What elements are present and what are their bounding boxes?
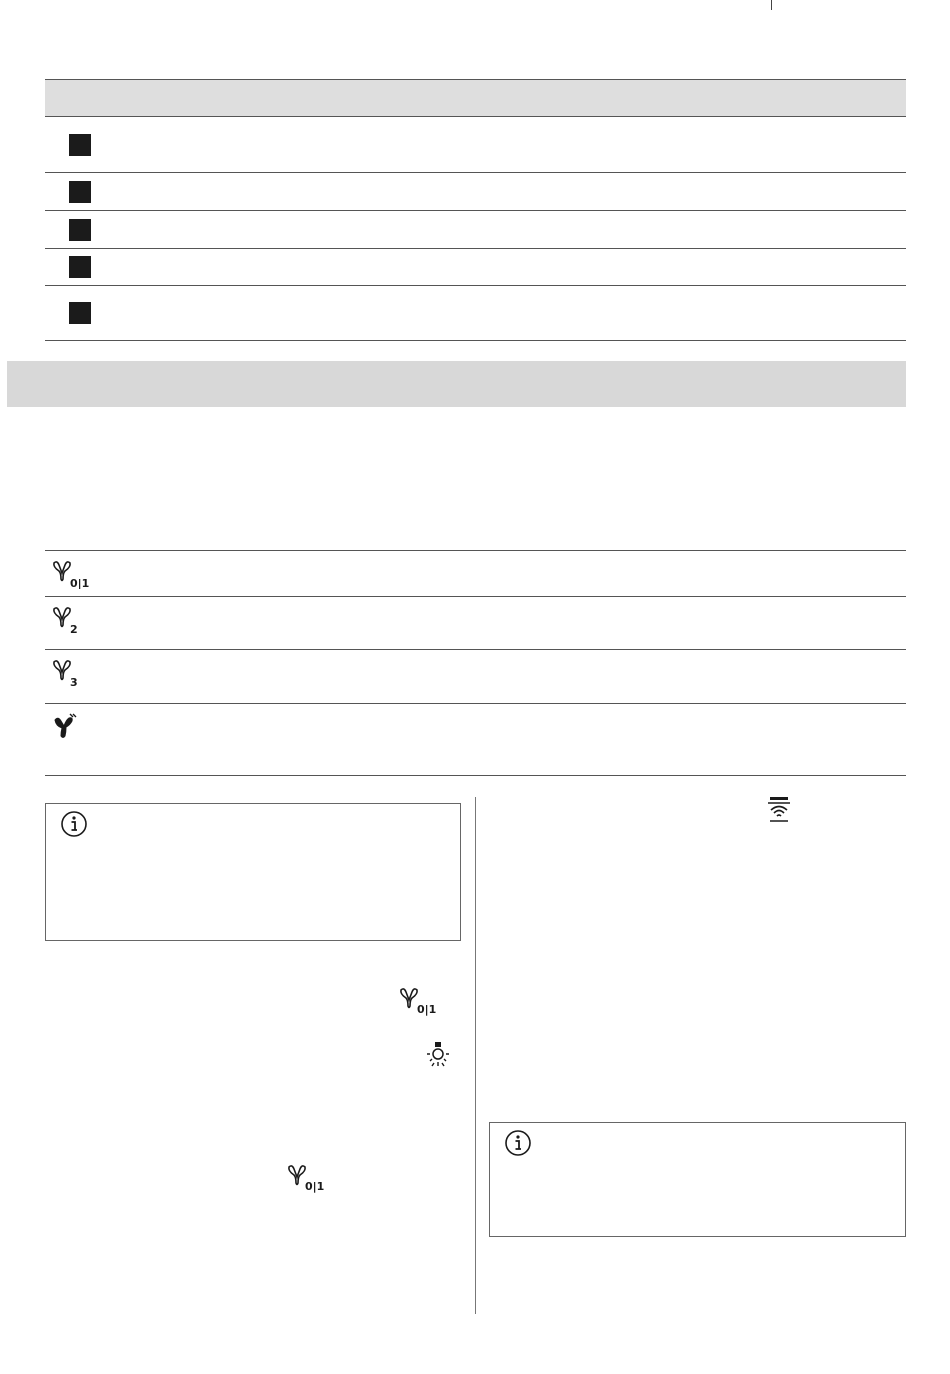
page-edge-rule xyxy=(771,0,772,10)
fan-speed-label: 2 xyxy=(70,623,78,635)
fan-speed-label: 0|1 xyxy=(70,577,90,589)
table-row xyxy=(45,248,906,285)
info-icon xyxy=(503,1128,533,1158)
indicator-square-icon xyxy=(69,219,91,241)
fan-speed-label: 0|1 xyxy=(305,1180,325,1193)
indicator-square-icon xyxy=(69,134,91,156)
info-icon xyxy=(59,809,89,839)
table-row xyxy=(45,210,906,248)
table-row xyxy=(45,285,906,341)
indicator-square-icon xyxy=(69,302,91,324)
indicator-square-icon xyxy=(69,256,91,278)
table-header xyxy=(45,79,906,116)
fan-speed-label: 3 xyxy=(70,676,78,688)
fan-speed-0-1-icon xyxy=(51,559,91,589)
fan-speed-table xyxy=(45,550,906,776)
info-note-box xyxy=(45,803,461,941)
fan-speed-label: 0|1 xyxy=(417,1003,437,1016)
table-row xyxy=(45,116,906,172)
indicator-square-icon xyxy=(69,181,91,203)
light-icon xyxy=(424,1041,452,1069)
fan-boost-icon xyxy=(51,712,81,742)
column-divider xyxy=(475,797,476,1314)
fan-speed-2-icon xyxy=(51,605,91,635)
table-row xyxy=(45,596,906,649)
table-row xyxy=(45,550,906,596)
table-row xyxy=(45,172,906,210)
table-row xyxy=(45,703,906,776)
info-note-box xyxy=(489,1122,906,1237)
fan-speed-3-icon xyxy=(51,658,91,688)
fan-speed-0-1-icon xyxy=(398,986,438,1016)
indicator-table xyxy=(45,79,906,341)
fan-speed-0-1-icon xyxy=(286,1163,326,1193)
hob-to-hood-connect-icon xyxy=(764,796,794,824)
section-heading-band xyxy=(7,361,906,407)
table-row xyxy=(45,649,906,703)
